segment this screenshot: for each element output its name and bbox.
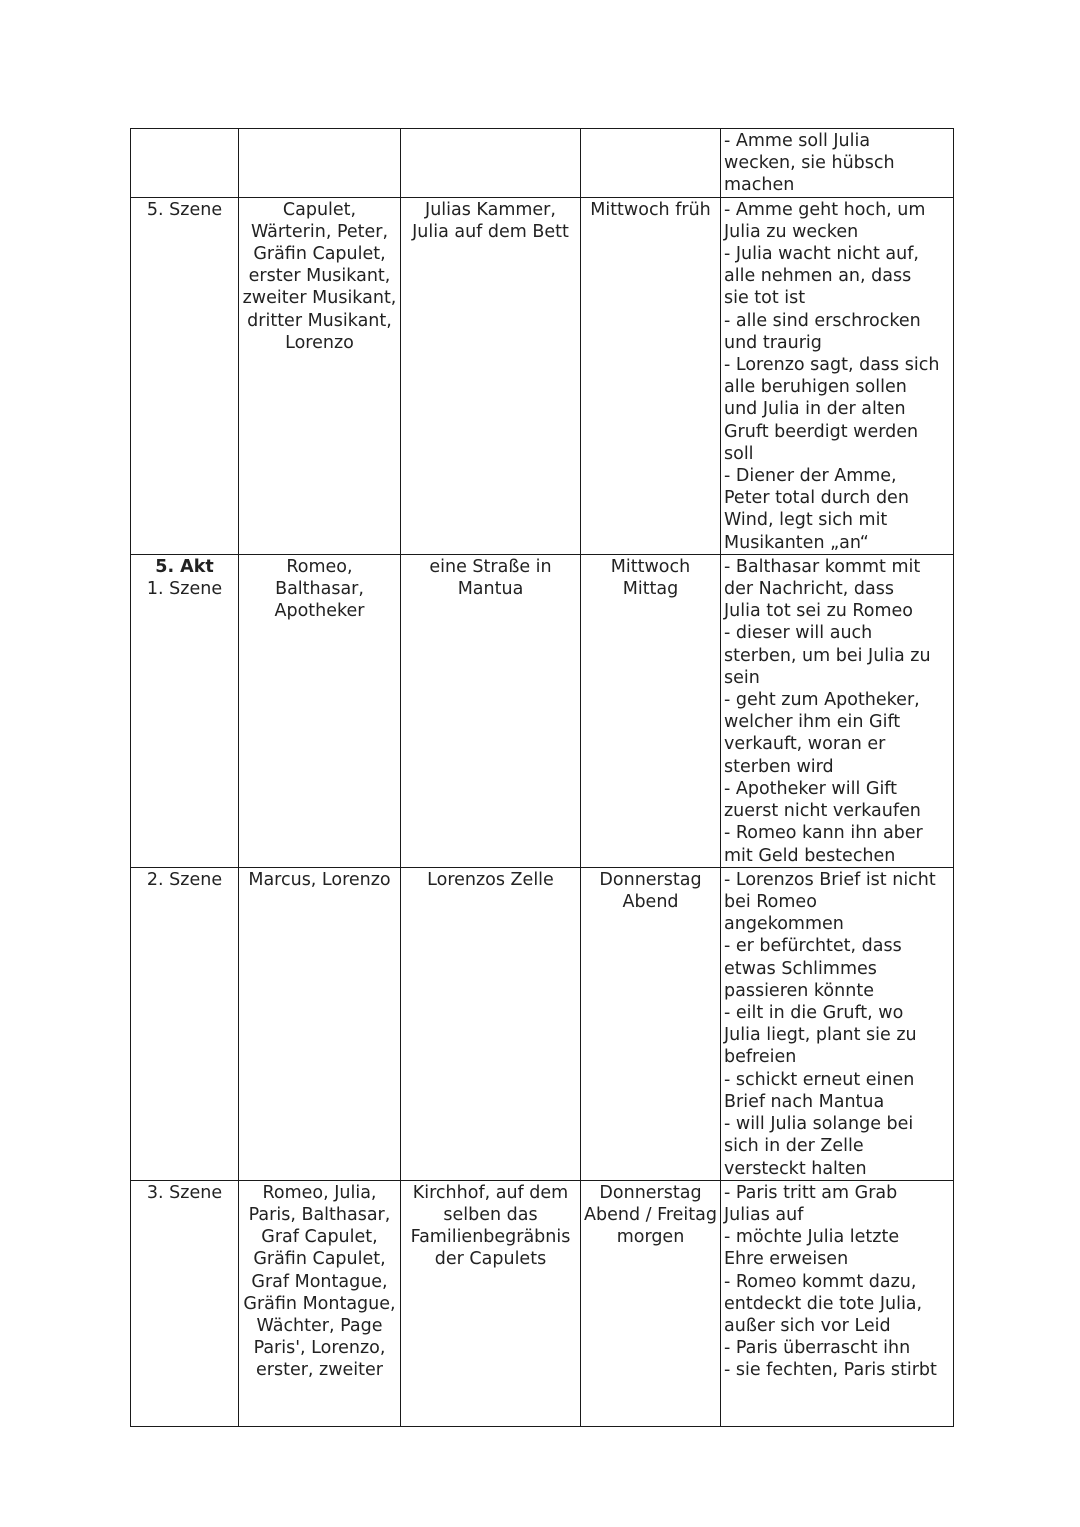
content-line: - Lorenzos Brief ist nicht (724, 869, 936, 890)
content-line: sie tot ist (724, 288, 806, 309)
table-row (131, 1180, 954, 1426)
content-line: etwas Schlimmes (724, 958, 877, 979)
content-line: sich in der Zelle (724, 1136, 864, 1157)
content-line: soll (724, 443, 754, 464)
scene-label: 5. Szene (146, 199, 223, 220)
content-line: passieren könnte (724, 980, 874, 1001)
place-cell: Lorenzos Zelle (401, 867, 581, 1180)
content-line: - Romeo kommt dazu, (724, 1271, 917, 1292)
content-line: angekommen (724, 914, 844, 935)
content-line: - sie fechten, Paris stirbt (724, 1360, 937, 1381)
content-line: Wind, legt sich mit (724, 510, 888, 531)
content-line: machen (724, 175, 795, 196)
content-line: - alle sind erschrocken (724, 310, 921, 331)
content-line: - eilt in die Gruft, wo (724, 1003, 904, 1024)
content-line: - schickt erneut einen (724, 1069, 915, 1090)
content-line: Julias auf (724, 1204, 804, 1225)
content-line: versteckt halten (724, 1158, 867, 1179)
time-cell: Mittwoch Mittag (581, 554, 721, 867)
content-line: Julia zu wecken (724, 221, 859, 242)
table-row (131, 867, 954, 1180)
table-row (131, 129, 954, 198)
content-line: - möchte Julia letzte (724, 1227, 900, 1248)
scene-label: 1. Szene (146, 579, 223, 600)
time-cell: Donnerstag Abend / Freitag morgen (581, 1180, 721, 1426)
content-line: - Paris tritt am Grab (724, 1182, 898, 1203)
content-line: mit Geld bestechen (724, 845, 896, 866)
content-cell (721, 554, 954, 867)
table-row (131, 554, 954, 867)
content-line: - Amme geht hoch, um (724, 199, 926, 220)
time-cell: Mittwoch früh (581, 197, 721, 554)
content-line: - er befürchtet, dass (724, 936, 902, 957)
characters-cell: Romeo, Balthasar, Apotheker (239, 554, 401, 867)
place-cell (401, 129, 581, 198)
place-cell: Julias Kammer, Julia auf dem Bett (401, 197, 581, 554)
content-line: - Balthasar kommt mit (724, 556, 921, 577)
content-line: - geht zum Apotheker, (724, 690, 920, 711)
content-line: sterben wird (724, 756, 834, 777)
content-cell (721, 129, 954, 198)
content-line: - Julia wacht nicht auf, (724, 244, 919, 265)
scene-label: 2. Szene (146, 869, 223, 890)
content-line: verkauft, woran er (724, 734, 886, 755)
content-line: entdeckt die tote Julia, (724, 1293, 923, 1314)
content-line: Musikanten „an“ (724, 532, 869, 553)
content-line: und traurig (724, 332, 822, 353)
time-cell: Donnerstag Abend (581, 867, 721, 1180)
time-cell (581, 129, 721, 198)
content-cell (721, 1180, 954, 1426)
content-line: der Nachricht, dass (724, 579, 894, 600)
content-line: - Apotheker will Gift (724, 778, 898, 799)
content-line: Brief nach Mantua (724, 1091, 885, 1112)
content-line: sein (724, 667, 760, 688)
content-line: sterben, um bei Julia zu (724, 645, 931, 666)
content-line: und Julia in der alten (724, 399, 906, 420)
scene-label: 3. Szene (146, 1182, 223, 1203)
content-line: - will Julia solange bei (724, 1114, 914, 1135)
content-cell (721, 867, 954, 1180)
characters-cell: Capulet, Wärterin, Peter, Gräfin Capulet, erster Musikant, zweiter Musikant, dritter Musikant, Lorenzo (239, 197, 401, 554)
act-label: 5. Akt (155, 556, 214, 577)
content-line: Peter total durch den (724, 488, 909, 509)
content-line: - Paris überrascht ihn (724, 1338, 911, 1359)
content-line: - dieser will auch (724, 623, 873, 644)
content-line: Julia liegt, plant sie zu (724, 1025, 917, 1046)
content-line: außer sich vor Leid (724, 1315, 891, 1336)
scene-cell (131, 129, 239, 198)
scene-table (130, 128, 954, 1427)
content-cell (721, 197, 954, 554)
content-line: Julia tot sei zu Romeo (724, 601, 914, 622)
characters-cell: Romeo, Julia, Paris, Balthasar, Graf Capulet, Gräfin Capulet, Graf Montague, Gräfin Montague, Wächter, Page Paris', Lorenzo, erster, zweiter (239, 1180, 401, 1426)
content-line: - Romeo kann ihn aber (724, 823, 923, 844)
content-line: - Amme soll Julia (724, 131, 871, 151)
scene-cell (131, 554, 239, 867)
content-line: bei Romeo (724, 892, 817, 913)
characters-cell (239, 129, 401, 198)
scene-cell (131, 1180, 239, 1426)
content-line: welcher ihm ein Gift (724, 712, 901, 733)
content-line: Gruft beerdigt werden (724, 421, 919, 442)
place-cell: Kirchhof, auf dem selben das Familienbegräbnis der Capulets (401, 1180, 581, 1426)
content-line: - Diener der Amme, (724, 466, 897, 487)
place-cell: eine Straße in Mantua (401, 554, 581, 867)
table-row (131, 197, 954, 554)
characters-cell: Marcus, Lorenzo (239, 867, 401, 1180)
content-line: alle beruhigen sollen (724, 377, 907, 398)
scene-cell (131, 867, 239, 1180)
content-line: wecken, sie hübsch (724, 153, 895, 174)
content-line: Ehre erweisen (724, 1249, 849, 1270)
content-line: zuerst nicht verkaufen (724, 801, 921, 822)
scene-cell (131, 197, 239, 554)
content-line: - Lorenzo sagt, dass sich (724, 355, 940, 376)
content-line: befreien (724, 1047, 797, 1068)
content-line: alle nehmen an, dass (724, 266, 912, 287)
